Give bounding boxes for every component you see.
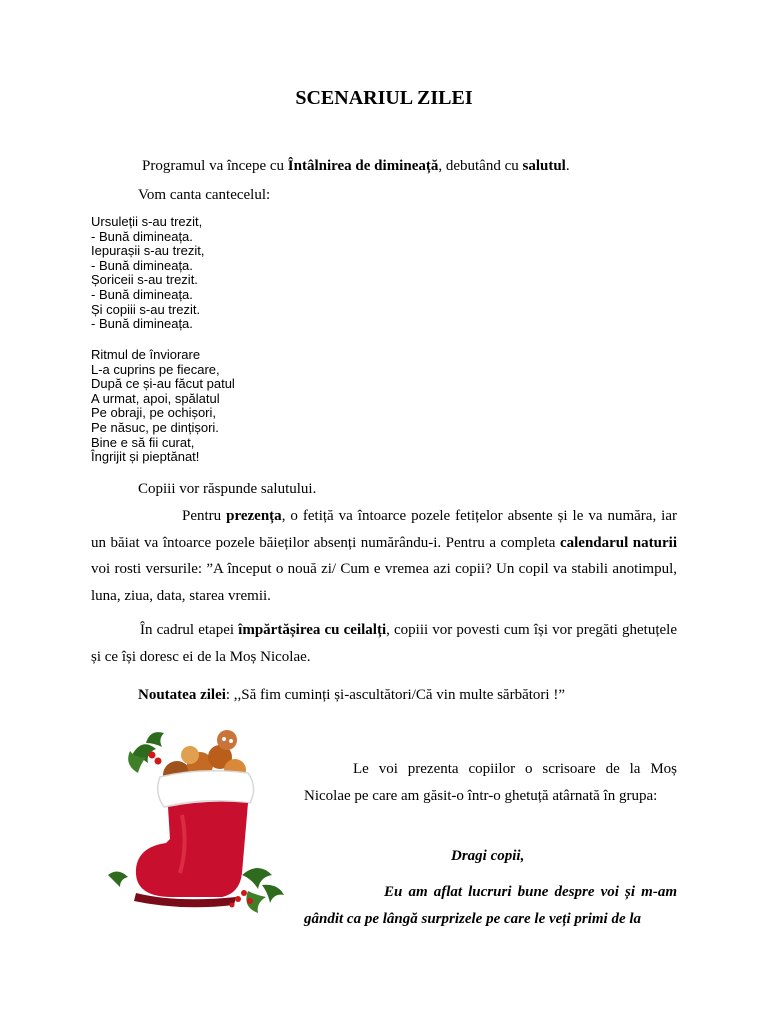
intro-text-end: . — [565, 158, 570, 174]
poem-line: Ritmul de înviorare — [91, 347, 201, 362]
santa-boot-icon — [92, 715, 292, 920]
sharing-paragraph — [91, 617, 677, 670]
poem-line: A urmat, apoi, spălatul — [91, 390, 220, 406]
poem-line: - Bună dimineața. — [91, 316, 193, 332]
poem-line: Bine e să fii curat, — [91, 434, 195, 450]
boot-fur-cuff — [158, 771, 254, 807]
attendance-text-mid: , o fetiță va întoarce pozele fetițelor absente și le va număra, iar un băiat va întoarce pozele băieților absenți numărându-i. Pentru a completa — [91, 508, 677, 551]
page-title: SCENARIUL ZILEI — [295, 87, 473, 109]
poem-line: L-a cuprins pe fiecare, — [91, 361, 220, 377]
poem-stanza-1 — [91, 215, 204, 332]
poem-line: Iepurașii s-au trezit, — [91, 243, 205, 259]
poem-line: Și copiii s-au trezit. — [91, 301, 201, 317]
news-bold: Noutatea zilei — [138, 687, 226, 703]
intro-paragraph — [142, 157, 702, 176]
reply-text: Copiii vor răspunde salutului. — [138, 481, 317, 497]
intro-text: Programul va începe cu — [142, 158, 288, 174]
poem-line: Ursuleții s-au trezit, — [91, 214, 203, 229]
poem-line: - Bună dimineața. — [91, 228, 193, 244]
song-intro: Vom canta cantecelul: — [138, 187, 271, 203]
news-line — [138, 686, 565, 705]
attendance-text: Pentru — [182, 508, 227, 524]
sharing-text: În cadrul etapei — [140, 622, 239, 638]
boot-body — [136, 802, 248, 897]
sharing-text-end: , copiii vor povesti cum își vor pregăti ghetuțele și ce își doresc ei de la Moș Nicolae. — [91, 622, 678, 665]
poem-line: Pe obraji, pe ochișori, — [91, 405, 217, 421]
poem-line: - Bună dimineața. — [91, 286, 193, 302]
poem-line: Șoriceii s-au trezit. — [91, 272, 198, 288]
attendance-bold: prezența — [226, 508, 282, 524]
poem-line: Pe năsuc, pe dințișori. — [91, 419, 219, 435]
calendar-bold: calendarul naturii — [559, 534, 677, 551]
holly-leaf-left — [108, 871, 128, 887]
attendance-paragraph — [91, 503, 677, 609]
news-text: : ,,Să fim cuminți și-ascultători/Că vin multe sărbători !” — [225, 687, 565, 703]
poem-line: După ce și-au făcut patul — [91, 376, 235, 392]
attendance-text-end: voi rosti versurile: ”A început o nouă zi/ Cum e vremea azi copii? Un copil va stabili anotimpul, luna, ziua, data, starea vremii. — [91, 561, 677, 604]
poem-line: Îngrijit și pieptănat! — [91, 449, 200, 465]
intro-bold-meeting: Întâlnirea de dimineață — [287, 158, 439, 174]
intro-bold-greeting: salutul — [522, 158, 566, 174]
holly-leaves-top — [128, 732, 164, 773]
poem-line: - Bună dimineața. — [91, 257, 193, 273]
letter-greeting: Dragi copii, — [451, 848, 525, 864]
letter-intro: Le voi prezenta copiilor o scrisoare de la Moș Nicolae pe care am găsit-o într-o ghetuță atârnată în grupa: — [304, 761, 677, 804]
letter-body: Eu am aflat lucruri bune despre voi și m-am gândit ca pe lângă surprizele pe care le veți primi de la — [304, 884, 677, 927]
poem-stanza-2 — [91, 348, 235, 465]
sharing-bold: împărtășirea cu ceilalți — [238, 622, 387, 638]
intro-text-mid: , debutând cu — [438, 158, 523, 174]
